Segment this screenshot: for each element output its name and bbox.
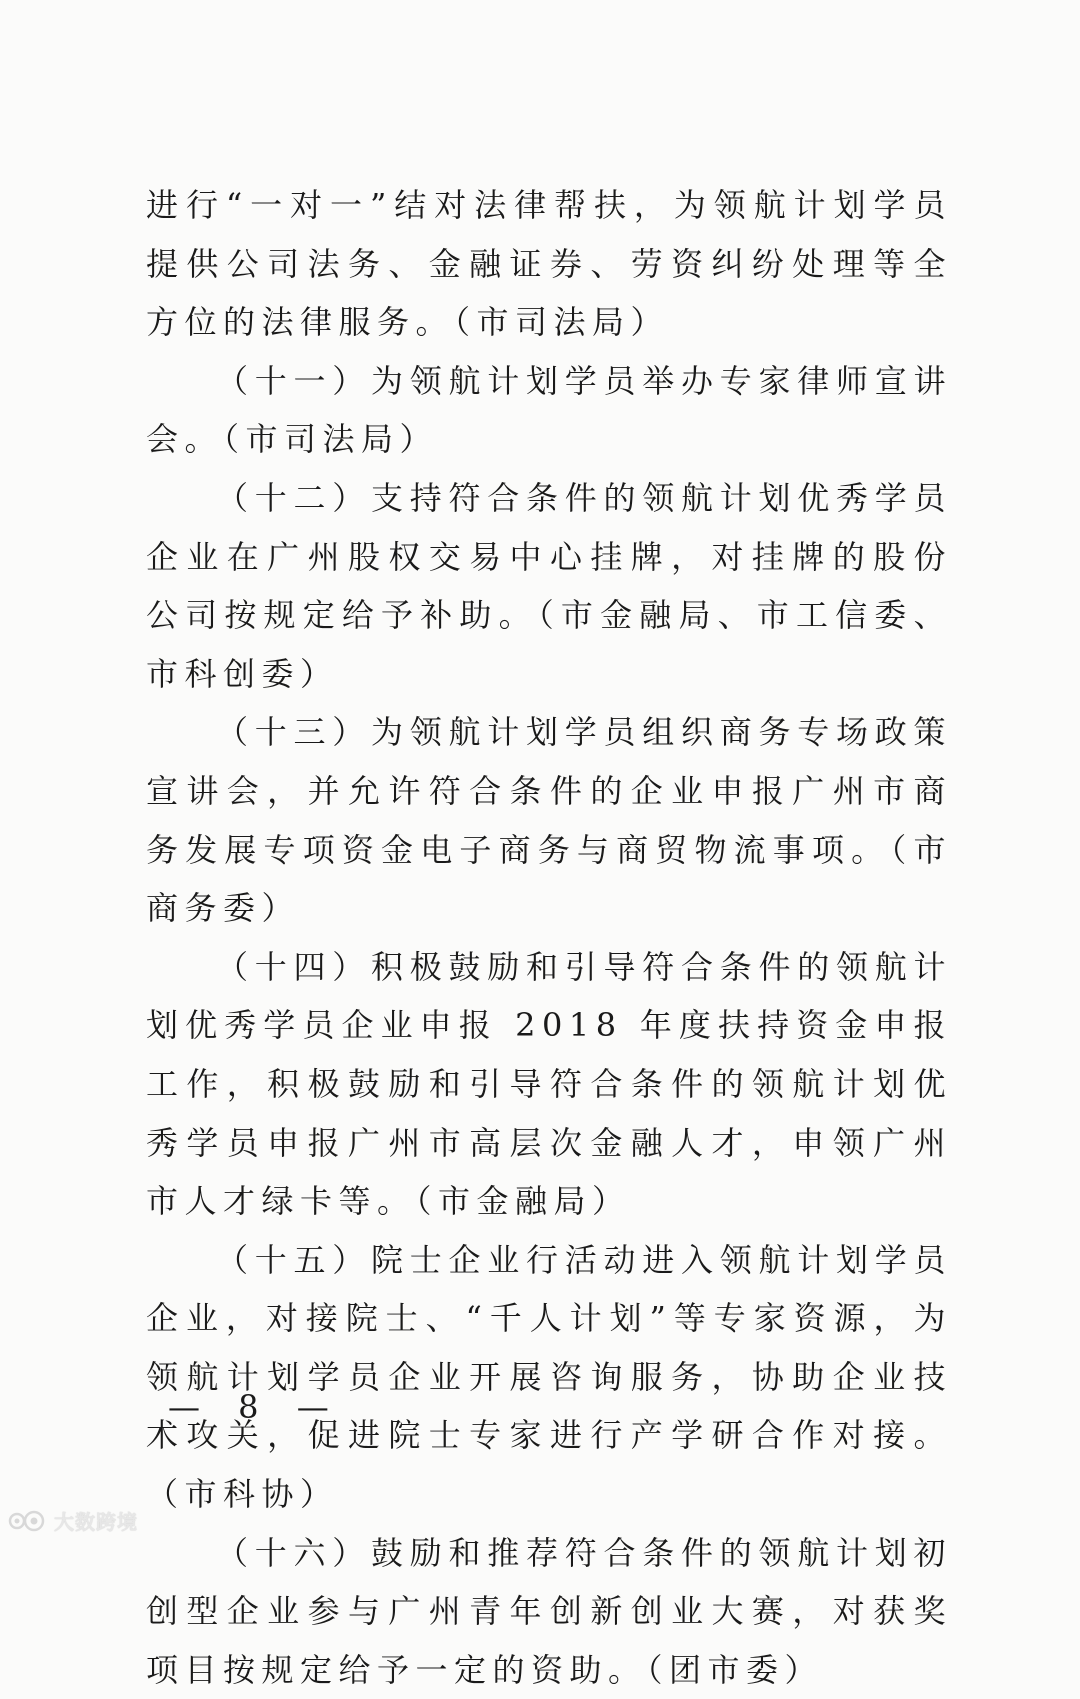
paragraph-continuation: 进行“一对一”结对法律帮扶，为领航计划学员提供公司法务、金融证券、劳资纠纷处理等全方位的法律服务。（市司法局） xyxy=(146,186,952,342)
paragraph-item-14: （十四）积极鼓励和引导符合条件的领航计划优秀学员企业申报 2018 年度扶持资金申报工作，积极鼓励和引导符合条件的领航计划优秀学员申报广州市高层次金融人才，申领广州市人才绿卡等。（市金融局） xyxy=(146,947,952,1221)
page-number: — 8 — xyxy=(168,1388,343,1426)
document-body xyxy=(146,176,952,1699)
weibo-eye-logo-icon xyxy=(8,1510,48,1532)
paragraph-item-16: （十六）鼓励和推荐符合条件的领航计划初创型企业参与广州青年创新创业大赛，对获奖项目按规定给予一定的资助。（团市委） xyxy=(146,1533,952,1689)
paragraph-item-15: （十五）院士企业行活动进入领航计划学员企业，对接院士、“千人计划”等专家资源，为领航计划学员企业开展咨询服务，协助企业技术攻关，促进院士专家进行产学研合作对接。（市科协） xyxy=(146,1240,952,1514)
paragraph-item-11: （十一）为领航计划学员举办专家律师宣讲会。（市司法局） xyxy=(146,361,952,459)
paragraph-item-13: （十三）为领航计划学员组织商务专场政策宣讲会，并允许符合条件的企业申报广州市商务发展专项资金电子商务与商贸物流事项。（市商务委） xyxy=(146,713,952,928)
watermark xyxy=(8,1506,138,1535)
paragraph-item-12: （十二）支持符合条件的领航计划优秀学员企业在广州股权交易中心挂牌，对挂牌的股份公司按规定给予补助。（市金融局、市工信委、市科创委） xyxy=(146,478,952,693)
watermark-text: 大数跨境 xyxy=(54,1510,138,1534)
